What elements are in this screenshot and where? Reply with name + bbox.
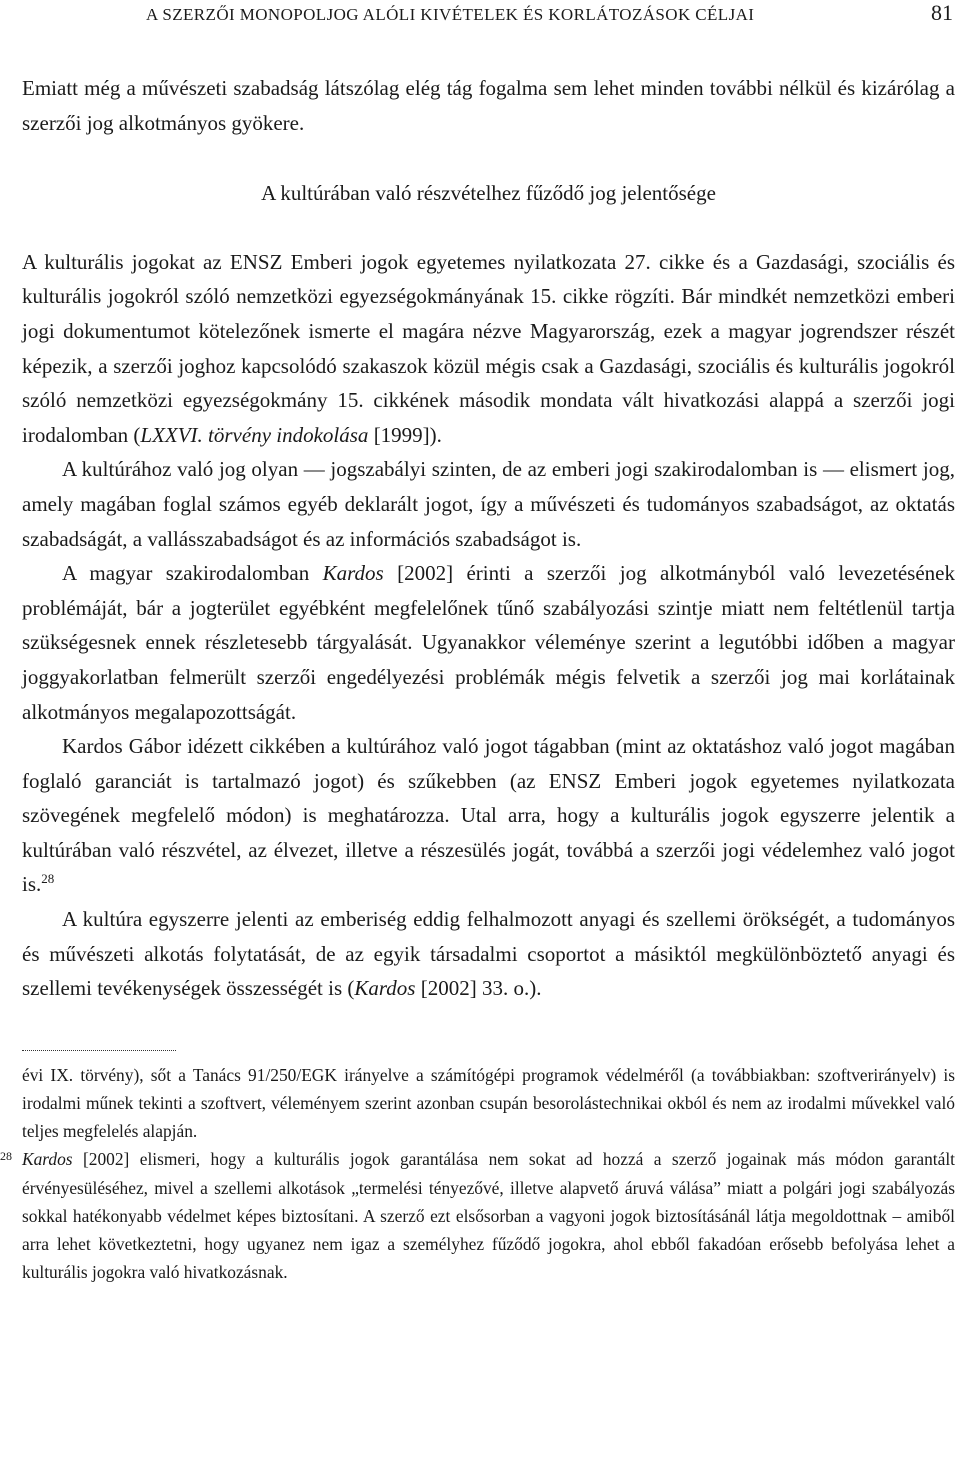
running-head xyxy=(22,0,955,34)
paragraph-6-end: [2002] 33. o.). xyxy=(415,976,542,1001)
footnote-28 xyxy=(0,1145,955,1286)
paragraph-4-start: A magyar szakirodalomban xyxy=(62,561,323,586)
paragraph-4-end: [2002] érinti a szerzői jog alkotmányból való levezetésének problémáját, bár a jogterület egyébként megfelelőnek tűnő szabályozási szintje miatt nem feltétlenül tartja szükségesnek ennek részletesebb tárgyalását. Ugyanakkor véleménye szerint a legutóbbi időben a magyar joggyakorlatban felmerült szerzői engedélyezési problémák mégis felvetik a szerzői jog mai korlátainak alkotmányos megalapozottságát. xyxy=(22,561,955,724)
footnote-separator xyxy=(22,1050,176,1051)
footnote-28-mark: 28 xyxy=(0,1149,12,1164)
paragraph-6 xyxy=(22,902,955,1006)
paragraph-2-text: A kulturális jogokat az ENSZ Emberi jogok egyetemes nyilatkozata 27. cikke és a Gazdasági, szociális és kulturális jogokról szóló nemzetközi egyezségokmányának 15. cikke rögzíti. Bár mindkét nemzetközi emberi jogi dokumentumot kötelezőnek ismerte el magára nézve Magyarország, ezek a magyar jogrendszer részét képezik, a szerzői joghoz kapcsolódó szakaszok közül mégis csak a Gazdasági, szociális és kulturális jogokról szóló nemzetközi egyezségokmány 15. cikkének második mondata vált hivatkozási alappá a szerzői jogi irodalomban ( xyxy=(22,249,955,447)
paragraph-6-italic: Kardos xyxy=(354,976,416,1001)
footnotes xyxy=(0,1061,955,1287)
paragraph-1: Emiatt még a művészeti szabadság látszólag elég tág fogalma sem lehet minden további nélkül és kizárólag a szerzői jog alkotmányos gyökere. xyxy=(22,76,955,135)
page-number: 81 xyxy=(931,0,953,25)
paragraph-6-start: A kultúra egyszerre jelenti az emberiség eddig felhalmozott anyagi és szellemi örökségét, a tudományos és művészeti alkotás folytatását, de az egyik társadalmi csoportot a másiktól megkülönböztető anyagi és szellemi tevékenységek összességét is ( xyxy=(22,907,955,1001)
section-heading: A kultúrában való részvételhez fűződő jog jelentősége xyxy=(261,181,716,206)
paragraph-3: A kultúrához való jog olyan — jogszabályi szinten, de az emberi jogi szakirodalomban is — elismert jog, amely magában foglal számos egyéb deklarált jogot, így a művészeti és tudományos szabadságot, az oktatás szabadságát, a vallásszabadságot és az információs szabadságot is. xyxy=(22,457,955,551)
paragraph-4 xyxy=(22,556,955,729)
body-text xyxy=(22,71,955,1006)
footnote-28-italic: Kardos xyxy=(22,1149,73,1170)
paragraph-5 xyxy=(22,729,955,902)
paragraph-2-italic: LXXVI. törvény indokolása xyxy=(140,422,369,447)
paragraph-5-text: Kardos Gábor idézett cikkében a kultúrához való jogot tágabban (mint az oktatáshoz való jogot magában foglaló garanciát is tartalmazó jogot) és szűkebben (az ENSZ Emberi jogok egyetemes nyilatkozata szövegének megfelelő módon) is meghatározza. Utal arra, hogy a kulturális jogok egyszerre jelentik a kultúrában való részvétel, az élvezet, illetve a részesülés jogát, továbbá a szerzői jogi védelemhez való jogot is. xyxy=(22,734,955,897)
paragraph-2-end: [1999]). xyxy=(368,422,442,447)
paragraph-2 xyxy=(22,245,955,453)
footnote-28-text: [2002] elismeri, hogy a kulturális jogok garantálása nem sokat ad hozzá a szerző jogainak más módon garantált érvényesüléséhez, mivel a szellemi alkotások „termelési tényezővé, illetve alapvető áruvá válása” miatt a polgári jogi szabályozás sokkal hatékonyabb védelmet képes biztosítani. A szerző ezt elsősorban a vagyoni jogok biztosításánál látja megoldottnak – amiből arra lehet következtetni, hogy ugyanez nem igaz a személyhez fűződő jogokra, ahol ebből fakadóan erősebb befolyása lehet a kulturális jogokra való hivatkozásnak. xyxy=(22,1149,955,1283)
footnote-continuation: évi IX. törvény), sőt a Tanács 91/250/EGK irányelve a számítógépi programok védelméről (a továbbiakban: szoftverirányelv) is irodalmi műnek tekinti a szoftvert, véleményem szerint azonban csupán besorolástechnikai okból és nem az irodalmi művekkel való teljes megfelelés alapján. xyxy=(22,1064,955,1142)
running-head-title: A SZERZŐI MONOPOLJOG ALÓLI KIVÉTELEK ÉS KORLÁTOZÁSOK CÉLJAI xyxy=(146,5,755,24)
paragraph-4-italic: Kardos xyxy=(322,561,384,586)
footnote-reference[interactable]: 28 xyxy=(41,871,55,887)
